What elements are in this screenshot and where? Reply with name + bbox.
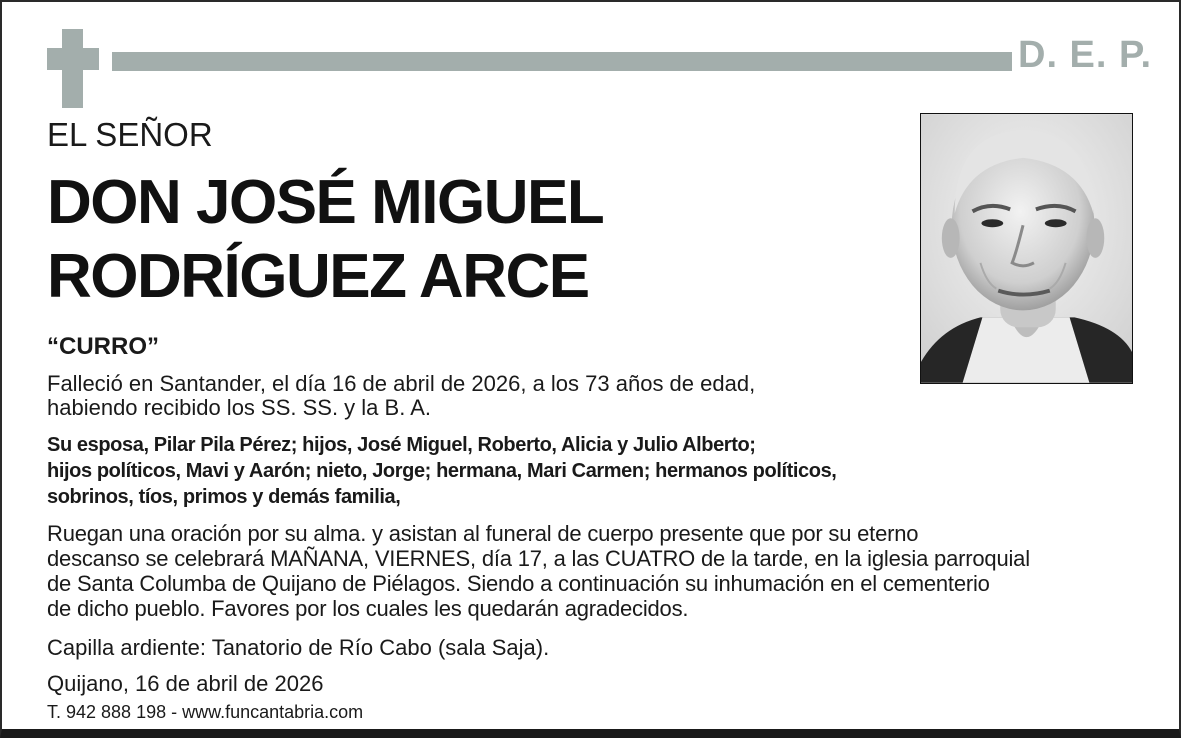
- death-notice-line-2: habiendo recibido los SS. SS. y la B. A.: [47, 395, 432, 420]
- family-line-1: Su esposa, Pilar Pila Pérez; hijos, José Miguel, Roberto, Alicia y Julio Alberto;: [47, 434, 756, 456]
- family-line-2: hijos políticos, Mavi y Aarón; nieto, Jorge; hermana, Mari Carmen; hermanos políticos,: [47, 460, 837, 482]
- cross-horizontal-bar: [47, 48, 99, 70]
- funeral-line-4: de dicho pueblo. Favores por los cuales les quedarán agradecidos.: [47, 596, 689, 621]
- funeral-line-1: Ruegan una oración por su alma. y asistan al funeral de cuerpo presente que por su eterno: [47, 521, 919, 546]
- funeral-line-2: descanso se celebrará MAÑANA, VIERNES, día 17, a las CUATRO de la tarde, en la iglesia parroquial: [47, 546, 1030, 571]
- deceased-name-line-1: DON JOSÉ MIGUEL: [47, 168, 604, 237]
- funeral-details: [47, 521, 1030, 621]
- deceased-photo: [920, 113, 1133, 384]
- family-line-3: sobrinos, tíos, primos y demás familia,: [47, 486, 401, 508]
- family-list: [47, 432, 836, 510]
- header-divider: [112, 52, 1012, 71]
- place-date: Quijano, 16 de abril de 2026: [47, 671, 324, 696]
- chapel-info: Capilla ardiente: Tanatorio de Río Cabo (sala Saja).: [47, 635, 550, 660]
- death-notice: [47, 372, 755, 420]
- deceased-name-line-2: RODRÍGUEZ ARCE: [47, 242, 589, 311]
- dep-label: D. E. P.: [1018, 34, 1153, 76]
- deceased-nickname: “CURRO”: [47, 333, 159, 360]
- deceased-title: EL SEÑOR: [47, 116, 213, 153]
- funeral-line-3: de Santa Columba de Quijano de Piélagos. Siendo a continuación su inhumación en el cementerio: [47, 571, 990, 596]
- contact-info: T. 942 888 198 - www.funcantabria.com: [47, 702, 364, 722]
- death-notice-line-1: Falleció en Santander, el día 16 de abril de 2026, a los 73 años de edad,: [47, 371, 756, 396]
- deceased-name: [47, 166, 603, 314]
